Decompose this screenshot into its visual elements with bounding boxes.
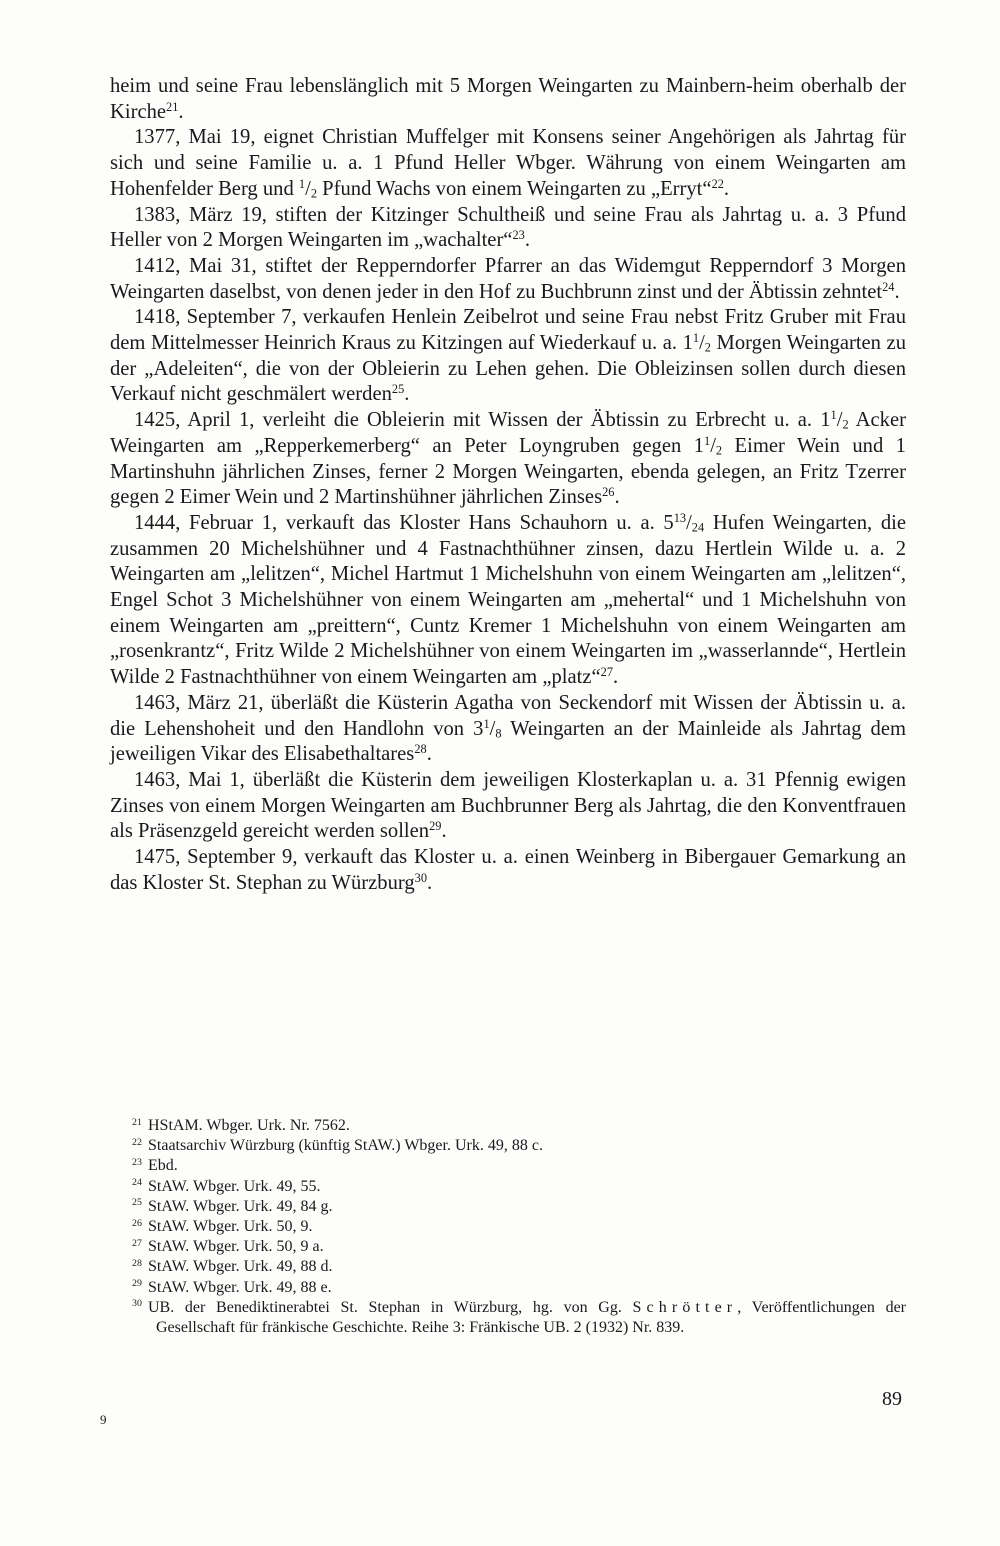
paragraph-continuation: heim und seine Frau lebenslänglich mit 5 Morgen Weingarten zu Mainbern-heim oberhalb der Kirche$^{21}$. (110, 75, 906, 123)
paragraph-1425: 1425, April 1, verleiht die Obleierin mit Wissen der Äbtissin zu Erbrecht u. a. $1^1/_2$ Acker Weingarten am „Repperkemerberg“ an Peter Loyngruben gegen $1^1/_2$ Eimer Wein und 1 Martinshuhn jährlichen Zinses, ferner 2 Morgen Weingarten, ebenda gelegen, an Fritz Tzerrer gegen 2 Eimer Wein und 2 Martinshühner jährlichen Zinses$^{26}$. (110, 408, 906, 509)
footnote-ref-23: 23 (512, 228, 525, 243)
footnote: 21 HStAM. Wbger. Urk. Nr. 7562. (132, 1116, 350, 1134)
paragraph-1475: 1475, September 9, verkauft das Kloster u. a. einen Weinberg in Bibergauer Gemarkung an das Kloster St. Stephan zu Würzburg$^{30}$. (110, 846, 906, 894)
footnote: 27 StAW. Wbger. Urk. 50, 9 a. (132, 1237, 324, 1256)
footnote-ref-25: 25 (391, 382, 405, 397)
footnote: 25 StAW. Wbger. Urk. 49, 84 g. (132, 1197, 333, 1215)
paragraph-1418: 1418, September 7, verkaufen Henlein Zeibelrot und seine Frau nebst Fritz Gruber mit Frau dem Mittelmesser Heinrich Kraus zu Kitzingen auf Wiederkauf u. a. $1^1/_2$ Morgen Weingarten zu der „Adeleiten“, die von der Obleierin zu Lehen gehen. Die Obleizinsen sollen durch diesen Verkauf nicht geschmälert werden$^{25}$. (110, 306, 906, 406)
fraction: $^1/_2$ (298, 177, 318, 201)
paragraph-1463-may: 1463, Mai 1, überläßt die Küsterin dem jeweiligen Klosterkaplan u. a. 31 Pfennig ewigen Zinses von einem Morgen Weingarten am Buchbrunner Berg als Jahrtag, die den Konventfrauen als Präsenzgeld gereicht werden sollen$^{29}$. (110, 768, 906, 843)
footnote-ref-21: 21 (166, 99, 179, 114)
footnote: 24 StAW. Wbger. Urk. 49, 55. (132, 1177, 321, 1195)
footnote-ref-27: 27 (600, 665, 613, 680)
author-name: Schrötter (632, 1298, 738, 1316)
paragraph-1463-march: 1463, März 21, überläßt die Küsterin Agatha von Seckendorf mit Wissen der Äbtissin u. a. die Lehenshoheit und den Handlohn von $3^1/_8$ Weingarten an der Mainleide als Jahrtag dem jeweiligen Vikar des Elisabethaltares$^{28}$. (110, 691, 907, 766)
fraction: $^{13}/_{24}$ (673, 511, 705, 535)
signature-mark: 9 (100, 1412, 107, 1427)
fraction: $^1/_2$ (830, 408, 849, 432)
paragraph-1383: 1383, März 19, stiften der Kitzinger Schultheiß und seine Frau als Jahrtag u. a. 3 Pfund Heller von 2 Morgen Weingarten im „wachalter“$^{23}$. (110, 203, 906, 252)
footnote-ref-26: 26 (602, 485, 615, 500)
footnote-ref-28: 28 (414, 742, 427, 757)
footnote: 26 StAW. Wbger. Urk. 50, 9. (132, 1217, 313, 1236)
footnote: 28 StAW. Wbger. Urk. 49, 88 d. (132, 1257, 333, 1276)
body-text (110, 74, 906, 897)
footnote: 30 UB. der Benediktinerabtei St. Stephan in Würzburg, hg. von Gg. Schrötter, Veröffentlichungen der Gesellschaft für fränkische Geschichte. Reihe 3: Fränkische UB. 2 (1932) Nr. 839. (132, 1298, 906, 1337)
footnotes (132, 1116, 906, 1338)
footnote-ref-22: 22 (711, 177, 724, 192)
footnote: 22 Staatsarchiv Würzburg (künftig StAW.) Wbger. Urk. 49, 88 c. (132, 1136, 543, 1155)
footnote-ref-24: 24 (882, 279, 895, 294)
footnote-ref-30: 30 (414, 871, 428, 885)
paragraph-1444: 1444, Februar 1, verkauft das Kloster Hans Schauhorn u. a. $5^{13}/_{24}$ Hufen Weingarten, die zusammen 20 Michelshühner und 4 Fastnachthühner zinsen, dazu Hertlein Wilde u. a. 2 Weingarten am „lelitzen“, Michel Hartmut 1 Michelshuhn von einem Weingarten am „lelitzen“, Engel Schot 3 Michelshühner von einem Weingarten am „mehertal“ und 1 Michelshuhn von einem Weingarten am „preittern“, Cuntz Kremer 1 Michelshuhn von einem Weingarten am „rosenkrantz“, Fritz Wilde 2 Michelshühner von einem Weingarten im „wasserlannde“, Hertlein Wilde 2 Fastnachthühner von einem Weingarten am „platz“$^{27}$. (110, 511, 906, 689)
paragraph-1377: 1377, Mai 19, eignet Christian Muffelger mit Konsens seiner Angehörigen als Jahrtag für sich und seine Familie u. a. 1 Pfund Heller Wbger. Währung von einem Weingarten am Hohenfelder Berg und $^1/_2$ Pfund Wachs von einem Weingarten zu „Erryt“$^{22}$. (110, 126, 906, 201)
footnote: 23 Ebd. (132, 1156, 178, 1175)
paragraph-1412: 1412, Mai 31, stiftet der Repperndorfer Pfarrer an das Widemgut Repperndorf 3 Morgen Weingarten daselbst, von denen jeder in den Hof zu Buchbrunn zinst und der Äbtissin zehntet$^{24}$. (110, 254, 906, 303)
fraction: $^1/_8$ (483, 716, 502, 741)
fraction: $^1/_2$ (692, 331, 711, 355)
footnote-ref-29: 29 (429, 819, 442, 834)
footnote: 29 StAW. Wbger. Urk. 49, 88 e. (132, 1278, 332, 1296)
fraction: $^1/_2$ (704, 434, 723, 458)
page-number: 89 (882, 1388, 902, 1410)
